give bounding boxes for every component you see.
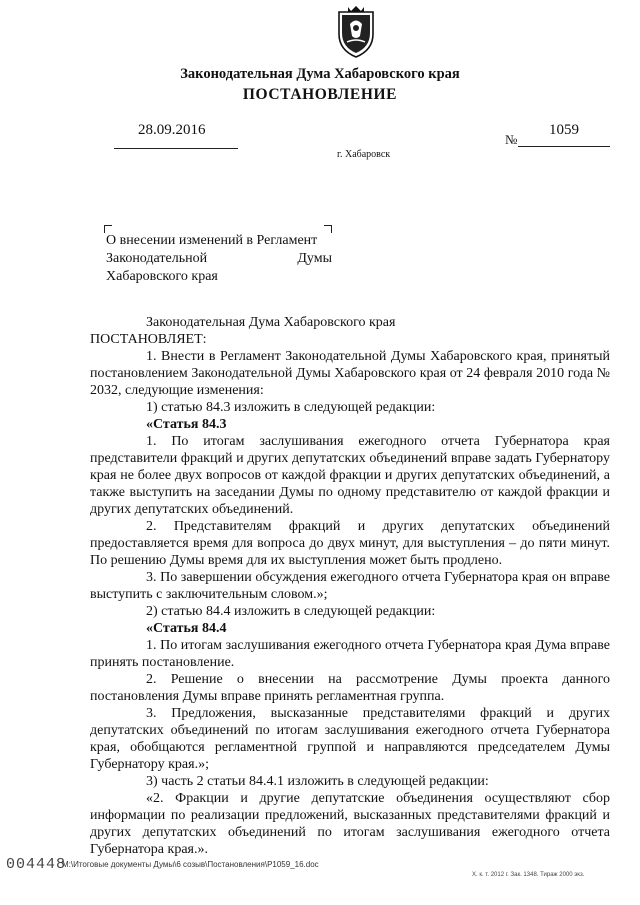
body-paragraph: «Статья 84.3 <box>146 417 227 432</box>
subject-line-3: Хабаровского края <box>106 269 218 284</box>
body-paragraph: 1. По итогам заслушивания ежегодного отчета Губернатора края представители фракций и других депутатских объединений вправе задать Губернатору края не более двух вопросов от каждой фракции и других депутатских объединений, а также выступить на заседании Думы по одному представителю от каждой фракции и других депутатских объединений. <box>90 434 610 517</box>
body-paragraph: 3. По завершении обсуждения ежегодного отчета Губернатора края он вправе выступить с заключительным словом.»; <box>90 570 610 602</box>
city-label: г. Хабаровск <box>337 149 391 160</box>
document-subject <box>106 232 332 286</box>
body-paragraph: 2. Решение о внесении на рассмотрение Думы проекта данного постановления Думы вправе принять регламентная группа. <box>90 672 610 704</box>
file-path: М:\Итоговые документы Думы\6 созыв\Постановления\P1059_16.doc <box>62 860 319 869</box>
print-info: Х. к. т. 2012 г. Зак. 1348. Тираж 2000 экз. <box>472 872 585 878</box>
body-paragraph: 1. Внести в Регламент Законодательной Думы Хабаровского края, принятый постановлением Законодательной Думы Хабаровского края от 24 февраля 2010 года № 2032, следующие изменения: <box>90 349 610 398</box>
subject-line-1: О внесении изменений в Регламент <box>106 233 318 248</box>
body-paragraph: ПОСТАНОВЛЯЕТ: <box>90 332 207 347</box>
body-paragraph: «2. Фракции и другие депутатские объединения осуществляют сбор информации по реализации предложений, высказанных представителями фракций и других депутатских объединений по итогам заслушивания ежегодного отчета Губернатора края.». <box>90 791 610 857</box>
body-paragraph: 3. Предложения, высказанные представителями фракций и других депутатских объединений по итогам заслушивания ежегодного отчета Губернатора края, обобщаются регламентной группой и направляются председателем Думы Губернатору края.»; <box>90 706 610 772</box>
document-number: 1059 <box>549 122 579 138</box>
date-underline <box>114 148 238 149</box>
document-type: ПОСТАНОВЛЕНИЕ <box>242 86 398 103</box>
body-paragraph: Законодательная Дума Хабаровского края <box>146 315 396 330</box>
body-paragraph: 1. По итогам заслушивания ежегодного отчета Губернатора края Дума вправе принять постановление. <box>90 638 610 670</box>
body-paragraph: 1) статью 84.3 изложить в следующей редакции: <box>146 400 436 415</box>
coat-of-arms-emblem <box>333 4 379 60</box>
subject-line-2: Законодательной Думы <box>106 251 332 266</box>
registration-stamp: 004448 <box>6 856 67 873</box>
number-underline <box>518 146 610 147</box>
body-paragraph: 2) статью 84.4 изложить в следующей редакции: <box>146 604 436 619</box>
body-paragraph: 3) часть 2 статьи 84.4.1 изложить в следующей редакции: <box>146 774 489 789</box>
document-body <box>90 314 610 858</box>
body-paragraph: «Статья 84.4 <box>146 621 227 636</box>
number-sign: № <box>505 132 518 147</box>
body-paragraph: 2. Представителям фракций и других депутатских объединений предоставляется время для вопроса до двух минут, для выступления – до пяти минут. По решению Думы время для их выступления может быть продлено. <box>90 519 610 568</box>
organization-title: Законодательная Дума Хабаровского края <box>180 66 460 82</box>
document-date: 28.09.2016 <box>138 122 206 138</box>
